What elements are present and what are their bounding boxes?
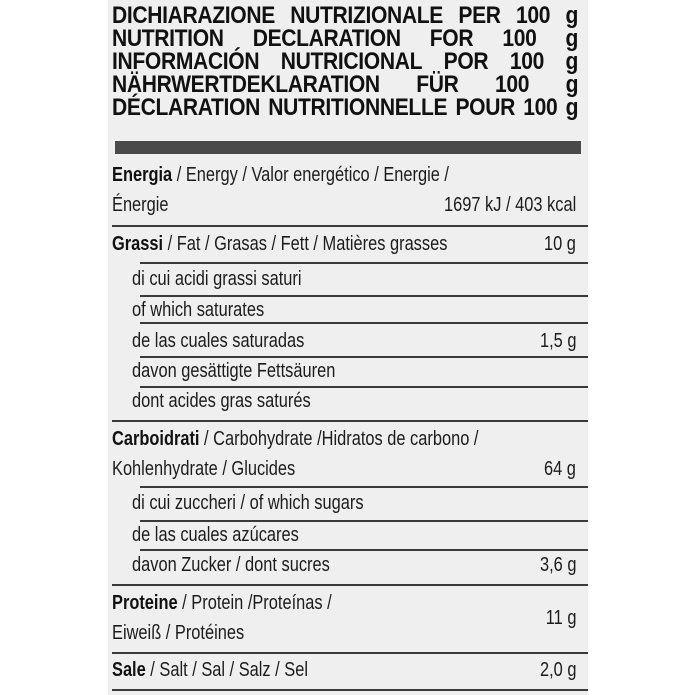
protein-value: 11 g <box>545 607 576 629</box>
row-saturates-5 <box>132 386 578 416</box>
header-word: DECLARATION <box>252 25 401 52</box>
header-line-fr <box>112 96 578 119</box>
energy-label-rest: / Energy / Valor energético / Energie / <box>172 164 449 186</box>
sugars-label-de-fr: davon Zucker / dont sucres <box>132 554 330 576</box>
header-word: 100 <box>494 71 530 98</box>
header-word: g <box>565 48 579 75</box>
header-word: NUTRICIONAL <box>280 48 423 75</box>
protein-label-line2: Eiweiß / Protéines <box>112 622 245 644</box>
row-fat <box>112 229 578 259</box>
salt-value: 2,0 g <box>539 659 576 681</box>
divider <box>112 689 588 691</box>
header-word: g <box>565 2 579 29</box>
header-word: NUTRITION <box>112 25 224 52</box>
row-protein <box>112 588 578 648</box>
row-saturates-4 <box>132 356 578 386</box>
row-energy <box>112 160 578 220</box>
header-word: DÉCLARATION <box>112 94 260 121</box>
row-saturates-1 <box>132 264 578 294</box>
protein-label-rest: / Protein /Proteínas / <box>177 592 332 614</box>
divider <box>112 225 588 227</box>
header-word: DICHIARAZIONE <box>112 2 275 29</box>
energy-label-line2: Énergie <box>112 194 169 216</box>
header-word: POUR <box>455 94 515 121</box>
divider <box>112 584 588 586</box>
header-word: FOR <box>429 25 474 52</box>
header-line-es <box>112 50 578 73</box>
row-sugars-1 <box>132 488 578 518</box>
row-saturates-3 <box>132 326 578 356</box>
salt-label-rest: / Salt / Sal / Salz / Sel <box>145 659 309 681</box>
saturates-value: 1,5 g <box>539 330 576 352</box>
carbs-label-rest: / Carbohydrate /Hidratos de carbono / <box>199 428 479 450</box>
energy-label-bold: Energia <box>112 164 173 186</box>
header-word: g <box>565 94 579 121</box>
row-saturates-2 <box>132 295 578 325</box>
header-word: NÄHRWERTDEKLARATION <box>112 71 380 98</box>
header-line-it <box>112 4 578 27</box>
header-line-en <box>112 27 578 50</box>
fat-label-rest: / Fat / Grasas / Fett / Matières grasses <box>163 233 448 255</box>
divider <box>112 420 588 422</box>
header-word: 100 <box>509 48 545 75</box>
header-word: 100 <box>502 25 537 52</box>
energy-value: 1697 kJ / 403 kcal <box>443 194 576 216</box>
fat-label-bold: Grassi <box>112 233 164 255</box>
protein-label-bold: Proteine <box>112 592 178 614</box>
fat-value: 10 g <box>544 233 576 255</box>
saturates-label-de: davon gesättigte Fettsäuren <box>132 360 336 382</box>
header-word: 100 <box>523 94 558 121</box>
nutrition-header <box>112 4 578 119</box>
header-word: PER <box>458 2 501 29</box>
sugars-value: 3,6 g <box>539 554 576 576</box>
header-word: NUTRITIONNELLE <box>268 94 448 121</box>
divider <box>140 322 588 324</box>
header-word: NUTRIZIONALE <box>290 2 444 29</box>
row-salt <box>112 655 578 685</box>
header-divider-bar <box>115 141 581 154</box>
row-carbs <box>112 424 578 484</box>
divider <box>112 652 588 654</box>
sugars-label-es: de las cuales azúcares <box>132 524 299 546</box>
carbs-value: 64 g <box>544 458 576 480</box>
row-sugars-2 <box>132 520 578 550</box>
carbs-label-bold: Carboidrati <box>112 428 200 450</box>
header-word: POR <box>443 48 489 75</box>
saturates-label-it: di cui acidi grassi saturi <box>132 268 302 290</box>
sugars-label-it-en: di cui zuccheri / of which sugars <box>132 492 364 514</box>
header-word: g <box>565 71 579 98</box>
header-word: INFORMACIÓN <box>112 48 260 75</box>
header-word: 100 <box>516 2 551 29</box>
carbs-label-line2: Kohlenhydrate / Glucides <box>112 458 296 480</box>
header-word: FÜR <box>416 71 459 98</box>
saturates-label-es: de las cuales saturadas <box>132 330 305 352</box>
header-word: g <box>565 25 579 52</box>
saturates-label-en: of which saturates <box>132 299 265 321</box>
header-line-de <box>112 73 578 96</box>
saturates-label-fr: dont acides gras saturés <box>132 390 311 412</box>
row-sugars-3 <box>132 550 578 580</box>
salt-label-bold: Sale <box>112 659 146 681</box>
